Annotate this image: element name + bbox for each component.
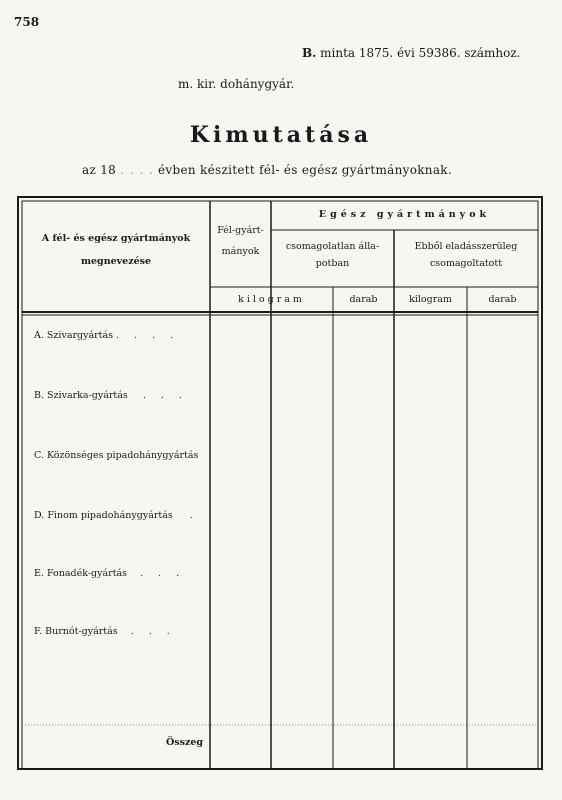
form-reference-text: minta 1875. évi 59386. számhoz.	[320, 46, 521, 60]
name-column-header	[22, 230, 210, 270]
row-label-a	[34, 330, 179, 341]
row-dots: . . .	[142, 390, 188, 401]
unit-kilogram: kilogram	[409, 294, 452, 305]
name-header-line1: A fél- és egész gyártmányok	[41, 233, 191, 244]
unpacked-header	[271, 238, 394, 272]
semi-header-line2: mányok	[221, 246, 260, 257]
subtitle-prefix: az 18	[82, 163, 117, 177]
page-number: 758	[14, 15, 40, 29]
subtitle-suffix: évben készitett fél- és egész gyártmányoknak.	[158, 163, 452, 177]
semi-header-line1: Fél-gyárt-	[217, 225, 264, 236]
row-label-e	[34, 568, 185, 579]
row-label-text: E. Fonadék-gyártás	[34, 568, 128, 579]
unpacked-line1: csomagolatlan álla-	[285, 241, 380, 252]
row-label-b	[34, 390, 188, 401]
subtitle-dots: . . . .	[120, 163, 154, 177]
unit-kilogram-wide: kilogram	[238, 294, 305, 305]
row-label-c	[34, 450, 198, 461]
unit-darab-1: darab	[349, 294, 378, 305]
row-label-d	[34, 510, 199, 521]
row-label-f	[34, 626, 176, 637]
sale-packed-header	[394, 238, 538, 272]
row-dots: .	[189, 510, 199, 521]
semi-products-header	[210, 222, 271, 260]
row-label-text: A. Szivargyártás	[34, 330, 114, 341]
unpacked-line2: potban	[315, 258, 350, 269]
row-dots: . . .	[140, 568, 186, 579]
document-title: Kimutatása	[189, 122, 373, 148]
row-label-text: C. Közönséges pipadohánygyártás	[34, 450, 199, 461]
whole-products-header: Egész gyártmányok	[318, 209, 491, 220]
total-label: Összeg	[166, 737, 204, 748]
sale-line2: csomagoltatott	[429, 258, 503, 269]
sale-line1: Ebből eladásszerüleg	[414, 241, 518, 252]
name-header-line2: megnevezése	[80, 256, 152, 267]
row-label-text: D. Finom pipadohánygyártás	[34, 510, 173, 521]
row-dots: . . .	[130, 626, 176, 637]
row-label-text: F. Burnót-gyártás	[34, 626, 118, 637]
row-label-text: B. Szivarka-gyártás	[34, 390, 128, 401]
table-grid	[17, 196, 543, 770]
form-reference	[302, 46, 521, 60]
form-letter: B.	[302, 46, 317, 60]
factory-line: m. kir. dohánygyár.	[178, 77, 295, 91]
document-subtitle	[82, 163, 452, 177]
report-table	[17, 196, 543, 770]
row-dots: . . . .	[116, 330, 180, 341]
unit-darab-2: darab	[488, 294, 517, 305]
